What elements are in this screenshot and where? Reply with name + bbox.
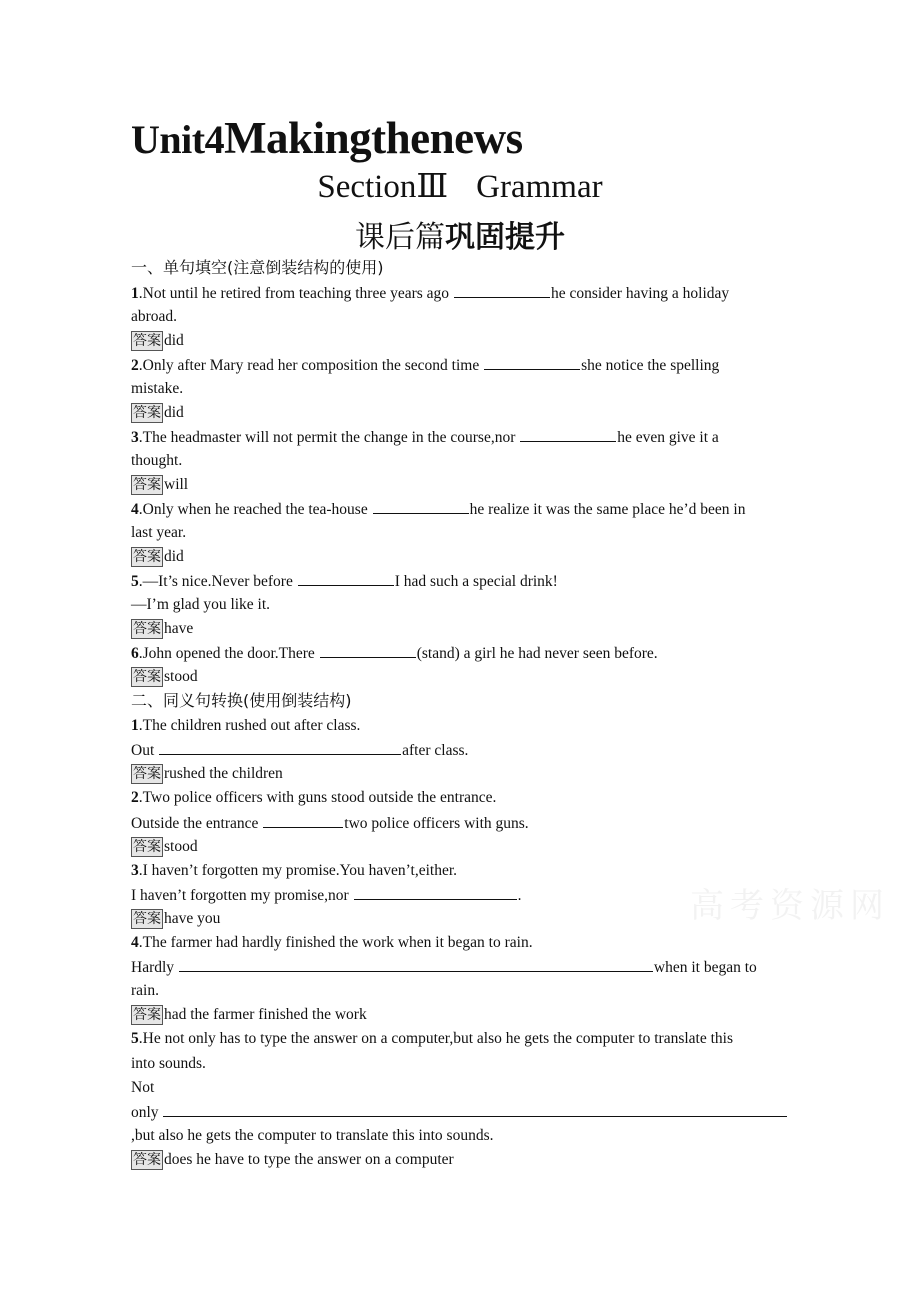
answer-blank[interactable]	[373, 499, 469, 514]
question-text: .Only after Mary read her composition the second time	[138, 357, 484, 374]
answer-badge: 答案	[133, 911, 161, 927]
question-text: .John opened the door.There	[138, 645, 319, 662]
q1-4-answer	[131, 547, 184, 567]
question-number: 2	[131, 357, 139, 374]
question-number: 6	[131, 645, 139, 662]
question-text: .Not until he retired from teaching three years ago	[138, 285, 453, 302]
question-text: he realize it was the same place he’d been in	[469, 501, 746, 518]
q2-2-rewrite	[131, 813, 529, 833]
question-number: 4	[131, 934, 139, 951]
section-topic: Grammar	[476, 169, 603, 205]
question-text: .—It’s nice.Never before	[138, 573, 297, 590]
q1-1-cont: abroad.	[131, 308, 178, 325]
answer-badge: 答案	[133, 621, 161, 637]
q2-4-answer	[131, 1005, 367, 1025]
q1-2-cont: mistake.	[131, 380, 184, 397]
q1-5	[131, 571, 558, 591]
answer-badge: 答案	[133, 1007, 161, 1023]
answer-text: did	[164, 548, 184, 565]
answer-text: rushed the children	[164, 765, 283, 782]
question-text: she notice the spelling	[581, 357, 720, 374]
practice-heading-part1: 课后篇	[355, 220, 445, 255]
answer-blank[interactable]	[354, 885, 517, 900]
answer-badge: 答案	[133, 477, 161, 493]
answer-text: did	[164, 404, 184, 421]
q1-5-answer	[131, 619, 193, 639]
q2-4-cont: rain.	[131, 982, 159, 999]
question-number: 5	[131, 1030, 139, 1047]
question-text: .He not only has to type the answer on a computer,but also he gets the computer to translate this	[138, 1030, 734, 1047]
answer-blank[interactable]	[298, 571, 394, 586]
question-number: 2	[131, 789, 139, 806]
question-number: 5	[131, 573, 139, 590]
unit-title	[131, 112, 523, 164]
answer-badge: 答案	[133, 333, 161, 349]
q1-3-cont: thought.	[131, 452, 183, 469]
question-number: 3	[131, 862, 139, 879]
q2-5-rewrite-1: Not	[131, 1079, 155, 1096]
q2-5-rewrite-2	[131, 1102, 788, 1122]
q2-5-cont: into sounds.	[131, 1055, 206, 1072]
question-text: .The farmer had hardly finished the work when it began to rain.	[138, 934, 533, 951]
answer-text: stood	[164, 668, 198, 685]
section-number: SectionⅢ	[317, 169, 449, 205]
question-text: .The children rushed out after class.	[138, 717, 361, 734]
answer-blank[interactable]	[159, 740, 401, 755]
q1-4	[131, 499, 745, 519]
answer-text: did	[164, 332, 184, 349]
answer-text: does he have to type the answer on a computer	[164, 1151, 454, 1168]
unit-number: Unit4	[131, 117, 225, 162]
q2-2	[131, 788, 496, 808]
answer-text: have	[164, 620, 194, 637]
answer-text: stood	[164, 838, 198, 855]
question-number: 3	[131, 429, 139, 446]
watermark: 高考资源网	[690, 886, 890, 926]
question-text: I had such a special drink!	[394, 573, 558, 590]
question-number: 1	[131, 285, 139, 302]
q1-2-answer	[131, 403, 184, 423]
answer-blank[interactable]	[484, 355, 580, 370]
q1-6-answer	[131, 667, 198, 687]
answer-blank[interactable]	[163, 1102, 787, 1117]
q2-4-rewrite	[131, 957, 757, 977]
answer-text: had the farmer finished the work	[164, 1006, 367, 1023]
answer-text: will	[164, 476, 189, 493]
q1-5-cont: —I’m glad you like it.	[131, 596, 271, 613]
q1-3-answer	[131, 475, 188, 495]
rewrite-text: Hardly	[131, 959, 178, 976]
question-number: 4	[131, 501, 139, 518]
answer-blank[interactable]	[454, 283, 550, 298]
part1-heading: 一、单句填空(注意倒装结构的使用)	[131, 258, 384, 277]
q2-5-answer	[131, 1150, 454, 1170]
rewrite-text: only	[131, 1104, 163, 1121]
q1-1-answer	[131, 331, 184, 351]
part2-heading: 二、同义句转换(使用倒装结构)	[131, 691, 352, 710]
q2-1	[131, 716, 360, 736]
q2-1-rewrite	[131, 740, 468, 760]
practice-heading	[0, 212, 920, 256]
question-text: .The headmaster will not permit the change in the course,nor	[138, 429, 520, 446]
rewrite-text: when it began to	[653, 959, 757, 976]
q2-1-answer	[131, 764, 283, 784]
rewrite-text: .	[517, 887, 522, 904]
answer-badge: 答案	[133, 669, 161, 685]
answer-blank[interactable]	[263, 813, 343, 828]
q2-4	[131, 933, 533, 953]
q2-3-rewrite	[131, 885, 521, 905]
answer-blank[interactable]	[520, 427, 616, 442]
rewrite-text: Out	[131, 742, 159, 759]
q2-3-answer	[131, 909, 220, 929]
question-text: he even give it a	[617, 429, 719, 446]
question-text: .Two police officers with guns stood outside the entrance.	[138, 789, 497, 806]
practice-heading-part2: 巩固提升	[445, 220, 565, 255]
rewrite-text: Outside the entrance	[131, 815, 263, 832]
answer-badge: 答案	[133, 549, 161, 565]
q2-2-answer	[131, 837, 198, 857]
q2-3	[131, 861, 457, 881]
section-title	[0, 166, 920, 206]
q2-5	[131, 1029, 733, 1049]
answer-badge: 答案	[133, 839, 161, 855]
answer-blank[interactable]	[320, 643, 416, 658]
answer-badge: 答案	[133, 1152, 161, 1168]
q1-6	[131, 643, 658, 663]
question-number: 1	[131, 717, 139, 734]
q1-2	[131, 355, 719, 375]
q2-5-rewrite-3: ,but also he gets the computer to translate this into sounds.	[131, 1127, 494, 1144]
q1-3	[131, 427, 719, 447]
q1-1	[131, 283, 729, 303]
answer-text: have you	[164, 910, 221, 927]
unit-name: Makingthenews	[224, 113, 523, 163]
question-text: he consider having a holiday	[550, 285, 730, 302]
rewrite-text: after class.	[402, 742, 469, 759]
question-text: .Only when he reached the tea-house	[138, 501, 372, 518]
answer-badge: 答案	[133, 766, 161, 782]
answer-badge: 答案	[133, 405, 161, 421]
rewrite-text: I haven’t forgotten my promise,nor	[131, 887, 353, 904]
question-text: (stand) a girl he had never seen before.	[416, 645, 658, 662]
answer-blank[interactable]	[179, 957, 653, 972]
rewrite-text: two police officers with guns.	[344, 815, 529, 832]
question-text: .I haven’t forgotten my promise.You haven’t,either.	[138, 862, 458, 879]
q1-4-cont: last year.	[131, 524, 187, 541]
